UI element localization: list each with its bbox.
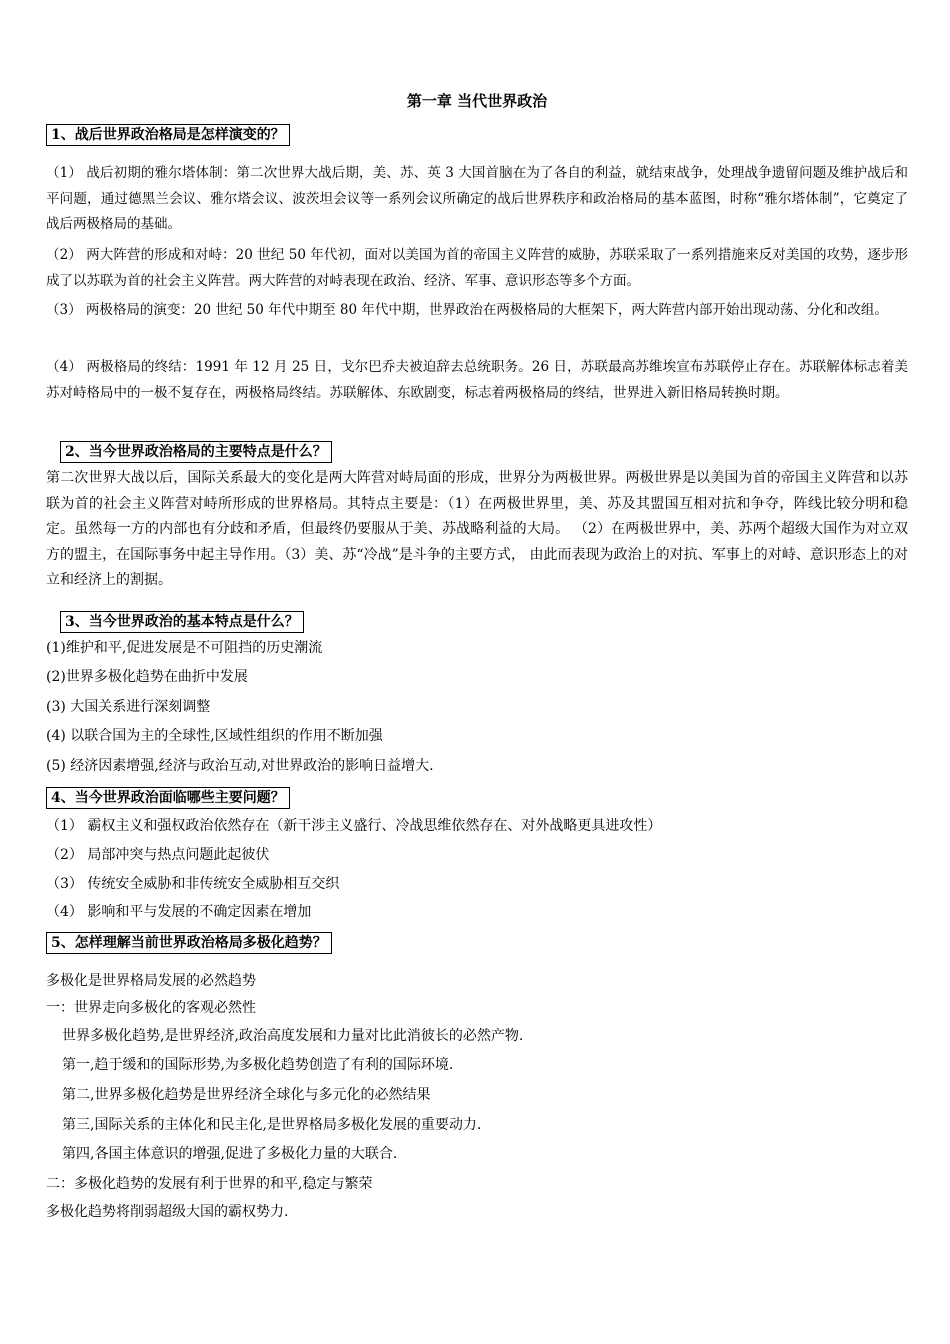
- section-3-item-2: (2)世界多极化趋势在曲折中发展: [46, 669, 248, 685]
- section-1-item-4: （4） 两极格局的终结：1991 年 12 月 25 日，戈尔巴乔夫被迫辞去总统职务。26 日，苏联最高苏维埃宣布苏联停止存在。苏联解体标志着美苏对峙格局中的一极不复存在，两极格局终结。苏联解体、东欧剧变，标志着两极格局的终结，世界进入新旧格局转换时期。: [46, 359, 908, 401]
- section-1-item-2: （2） 两大阵营的形成和对峙：20 世纪 50 年代初，面对以美国为首的帝国主义阵营的威胁，苏联采取了一系列措施来反对美国的攻势，逐步形成了以苏联为首的社会主义阵营。两大阵营的对峙表现在政治、经济、军事、意识形态等多个方面。: [46, 247, 908, 289]
- section-5-line-1: 多极化是世界格局发展的必然趋势: [46, 973, 256, 989]
- section-4-item-3: （3） 传统安全威胁和非传统安全威胁相互交织: [46, 876, 340, 892]
- section-5-line-8: 二：多极化趋势的发展有利于世界的和平,稳定与繁荣: [46, 1176, 373, 1192]
- section-3-item-3: (3) 大国关系进行深刻调整: [46, 699, 211, 715]
- section-4-item-2: （2） 局部冲突与热点问题此起彼伏: [46, 847, 270, 863]
- chapter-title: 第一章 当代世界政治: [406, 92, 548, 110]
- section-5-line-9: 多极化趋势将削弱超级大国的霸权势力.: [46, 1204, 289, 1220]
- section-5-line-2: 一：世界走向多极化的客观必然性: [46, 1000, 256, 1016]
- section-5-heading: 5、怎样理解当前世界政治格局多极化趋势？: [46, 932, 332, 954]
- section-3-heading: 3、当今世界政治的基本特点是什么？: [60, 611, 304, 633]
- section-4-item-1: （1） 霸权主义和强权政治依然存在（新干涉主义盛行、冷战思维依然存在、对外战略更具进攻性）: [46, 818, 662, 834]
- section-5-line-3: 世界多极化趋势,是世界经济,政治高度发展和力量对比此消彼长的必然产物.: [62, 1028, 524, 1044]
- section-5-line-4: 第一,趋于缓和的国际形势,为多极化趋势创造了有利的国际环境.: [62, 1057, 454, 1073]
- section-1-heading: 1、战后世界政治格局是怎样演变的？: [46, 124, 290, 146]
- section-5-line-6: 第三,国际关系的主体化和民主化,是世界格局多极化发展的重要动力.: [62, 1117, 482, 1133]
- section-5-line-5: 第二,世界多极化趋势是世界经济全球化与多元化的必然结果: [62, 1087, 431, 1103]
- section-2-heading: 2、当今世界政治格局的主要特点是什么？: [60, 441, 332, 463]
- section-1-item-3: （3） 两极格局的演变：20 世纪 50 年代中期至 80 年代中期，世界政治在两极格局的大框架下，两大阵营内部开始出现动荡、分化和改组。: [46, 302, 888, 318]
- section-4-item-4: （4） 影响和平与发展的不确定因素在增加: [46, 904, 312, 920]
- section-3-item-5: (5) 经济因素增强,经济与政治互动,对世界政治的影响日益增大.: [46, 758, 434, 774]
- section-5-line-7: 第四,各国主体意识的增强,促进了多极化力量的大联合.: [62, 1146, 398, 1162]
- section-3-item-1: (1)维护和平,促进发展是不可阻挡的历史潮流: [46, 640, 323, 656]
- section-4-heading: 4、当今世界政治面临哪些主要问题？: [46, 787, 290, 809]
- section-3-item-4: (4) 以联合国为主的全球性,区域性组织的作用不断加强: [46, 728, 383, 744]
- section-1-item-1: （1） 战后初期的雅尔塔体制：第二次世界大战后期，美、苏、英 3 大国首脑在为了各自的利益，就结束战争，处理战争遗留问题及维护战后和平问题，通过德黑兰会议、雅尔塔会议、波茨坦会议等一系列会议所确定的战后世界秩序和政治格局的基本蓝图，时称“雅尔塔体制”，它奠定了战后两极格局的基础。: [46, 165, 908, 233]
- section-2-text: 第二次世界大战以后，国际关系最大的变化是两大阵营对峙局面的形成，世界分为两极世界。两极世界是以美国为首的帝国主义阵营和以苏联为首的社会主义阵营对峙所形成的世界格局。其特点主要是：（1）在两极世界里，美、苏及其盟国互相对抗和争夺，阵线比较分明和稳定。虽然每一方的内部也有分歧和矛盾，但最终仍要服从于美、苏战略利益的大局。 （2）在两极世界中，美、苏两个超级大国作为对立双方的盟主，在国际事务中起主导作用。（3）美、苏“冷战”是斗争的主要方式， 由此而表现为政治上的对抗、军事上的对峙、意识形态上的对立和经济上的割据。: [46, 470, 908, 589]
